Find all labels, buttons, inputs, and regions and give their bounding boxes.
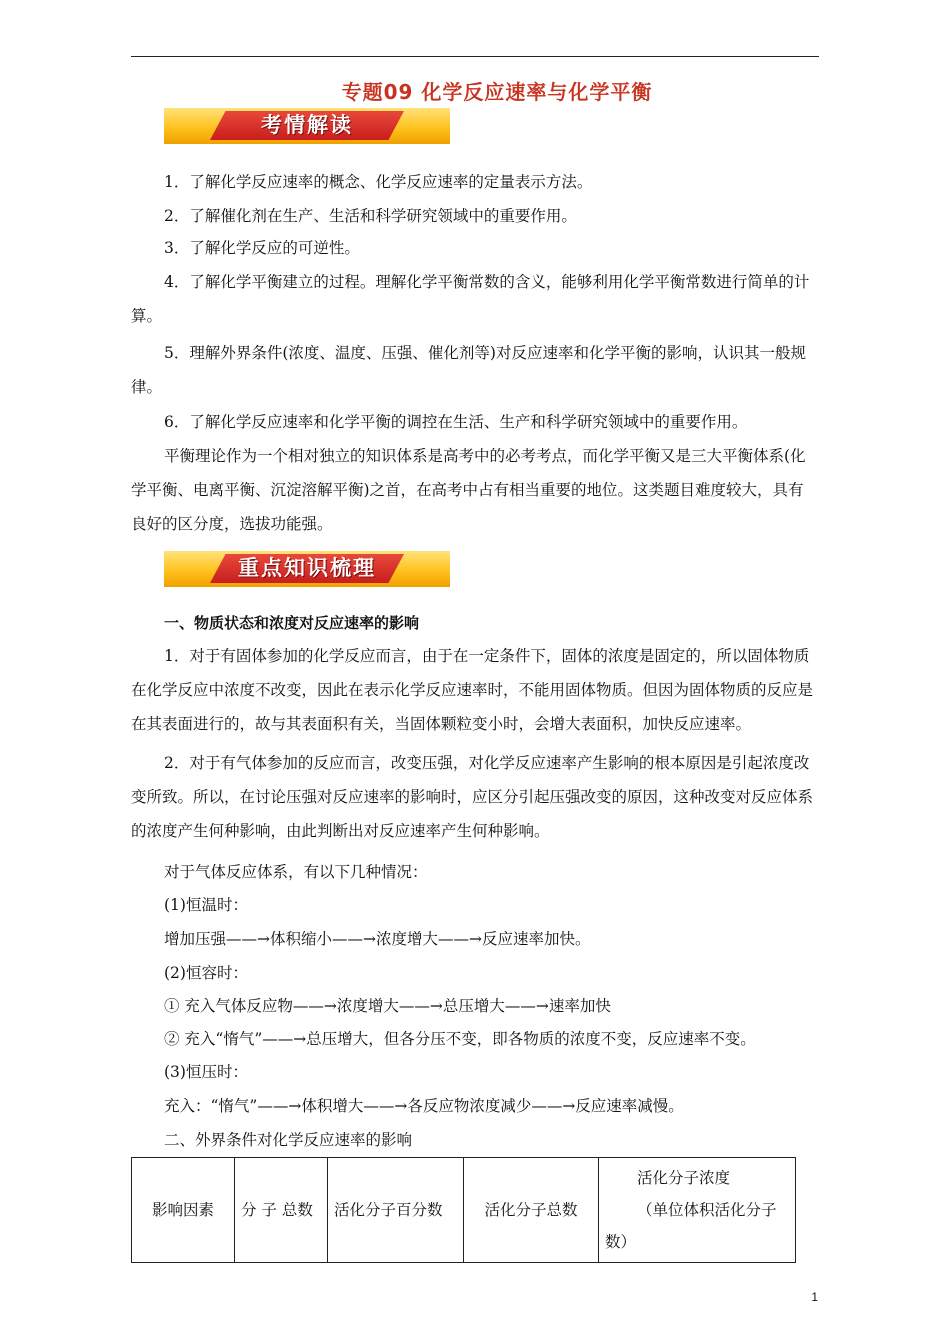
body-paragraph: 2．对于有气体参加的反应而言，改变压强，对化学反应速率产生影响的根本原因是引起浓度改变所致。所以，在讨论压强对反应速率的影响时，应区分引起压强改变的原因，这种改变对反应体系的浓度产生何种影响，由此判断出对反应速率产生何种影响。 — [131, 754, 814, 840]
body-paragraph: 对于气体反应体系，有以下几种情况： — [164, 863, 428, 881]
table-header-note: （单位体积活化分子数） — [605, 1201, 777, 1251]
banner-label: 重点知识梳理 — [238, 556, 376, 580]
objective-item: 6．了解化学反应速率和化学平衡的调控在生活、生产和科学研究领域中的重要作用。 — [164, 413, 748, 431]
table-header-row — [132, 1158, 796, 1263]
table-header-cell: 活化分子百分数 — [328, 1158, 464, 1263]
case-chain: 增加压强——→体积缩小——→浓度增大——→反应速率加快。 — [164, 930, 591, 948]
table-header-cell: 分 子 总数 — [235, 1158, 328, 1263]
objective-item: 5．理解外界条件(浓度、温度、压强、催化剂等)对反应速率和化学平衡的影响，认识其一般规律。 — [131, 344, 806, 396]
section-banner-key-points — [164, 551, 450, 587]
table-header-cell-concentration — [599, 1158, 796, 1263]
case-label: (3)恒压时： — [164, 1063, 248, 1081]
banner-label: 考情解读 — [261, 113, 353, 137]
factors-table — [131, 1157, 796, 1263]
table-header-text: 活化分子浓度 — [637, 1169, 731, 1187]
section-heading: 二、外界条件对化学反应速率的影响 — [164, 1131, 413, 1149]
page-title: 专题09 化学反应速率与化学平衡 — [341, 80, 653, 104]
case-chain: ① 充入气体反应物——→浓度增大——→总压增大——→速率加快 — [164, 997, 611, 1015]
section-banner-exam-analysis — [164, 108, 450, 144]
table-header-cell: 影响因素 — [132, 1158, 235, 1263]
body-paragraph: 1．对于有固体参加的化学反应而言，由于在一定条件下，固体的浓度是固定的，所以固体物质在化学反应中浓度不改变，因此在表示化学反应速率时，不能用固体物质。但因为固体物质的反应是在其表面进行的，故与其表面积有关，当固体颗粒变小时，会增大表面积，加快反应速率。 — [131, 647, 814, 733]
objective-item: 3．了解化学反应的可逆性。 — [164, 239, 360, 257]
case-chain: 充入：“惰气”——→体积增大——→各反应物浓度减少——→反应速率减慢。 — [164, 1097, 684, 1115]
objective-item: 2．了解催化剂在生产、生活和科学研究领域中的重要作用。 — [164, 207, 577, 225]
section-heading: 一、物质状态和浓度对反应速率的影响 — [164, 614, 420, 632]
case-label: (2)恒容时： — [164, 964, 248, 982]
intro-paragraph: 平衡理论作为一个相对独立的知识体系是高考中的必考考点，而化学平衡又是三大平衡体系(化学平衡、电离平衡、沉淀溶解平衡)之首，在高考中占有相当重要的地位。这类题目难度较大，具有良好的区分度，选拔功能强。 — [131, 447, 806, 533]
table-header-cell: 活化分子总数 — [464, 1158, 599, 1263]
case-chain: ② 充入“惰气”——→总压增大，但各分压不变，即各物质的浓度不变，反应速率不变。 — [164, 1030, 756, 1048]
objective-item: 1．了解化学反应速率的概念、化学反应速率的定量表示方法。 — [164, 173, 593, 191]
objective-item: 4．了解化学平衡建立的过程。理解化学平衡常数的含义，能够利用化学平衡常数进行简单的计算。 — [131, 273, 810, 325]
case-label: (1)恒温时： — [164, 896, 248, 914]
header-rule — [131, 56, 819, 57]
page-number: 1 — [811, 1290, 818, 1304]
